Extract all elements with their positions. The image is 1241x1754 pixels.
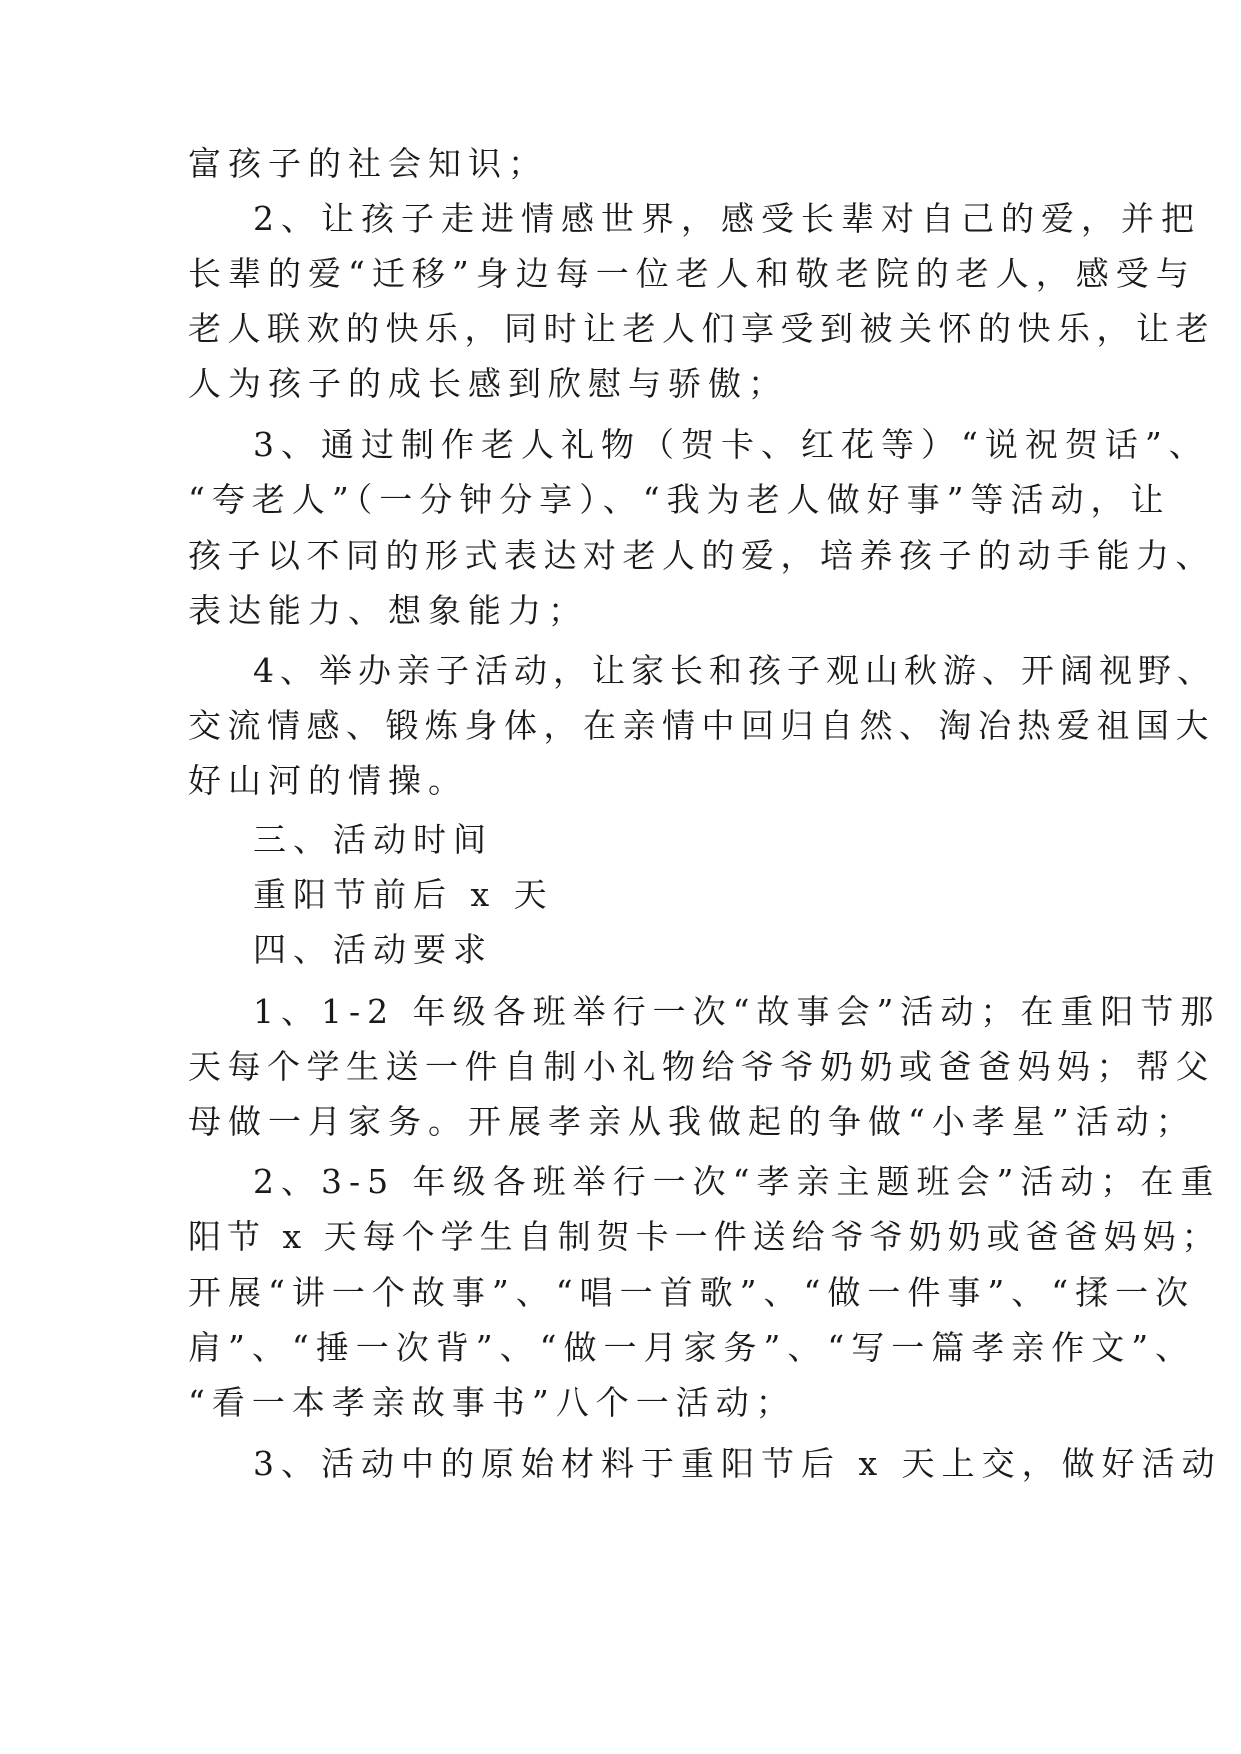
text-line: 交流情感、锻炼身体，在亲情中回归自然、淘冶热爱祖国大: [188, 706, 1215, 745]
text-line: 老人联欢的快乐，同时让老人们享受到被关怀的快乐，让老: [188, 309, 1215, 348]
section-heading: 三、活动时间: [253, 820, 493, 859]
text-line: “夸老人”（一分钟分享）、“我为老人做好事”等活动，让: [188, 480, 1171, 519]
text-line: 母做一月家务。开展孝亲从我做起的争做“小孝星”活动；: [188, 1102, 1196, 1141]
text-line: 3、活动中的原始材料于重阳节后 x 天上交，做好活动: [253, 1444, 1222, 1483]
text-line: 长辈的爱“迁移”身边每一位老人和敬老院的老人，感受与: [188, 254, 1196, 293]
text-line: 表达能力、想象能力；: [188, 591, 588, 630]
text-line: 3、通过制作老人礼物（贺卡、红花等）“说祝贺话”、: [253, 425, 1209, 464]
text-line: 人为孩子的成长感到欣慰与骄傲；: [188, 364, 788, 403]
text-line: 富孩子的社会知识；: [188, 144, 548, 183]
text-line: 肩”、“捶一次背”、“做一月家务”、“写一篇孝亲作文”、: [188, 1328, 1196, 1367]
text-line: 2、3-5 年级各班举行一次“孝亲主题班会”活动；在重: [253, 1162, 1221, 1201]
text-line: 阳节 x 天每个学生自制贺卡一件送给爷爷奶奶或爸爸妈妈；: [188, 1217, 1221, 1256]
text-line: 开展“讲一个故事”、“唱一首歌”、“做一件事”、“揉一次: [188, 1273, 1196, 1312]
text-line: 孩子以不同的形式表达对老人的爱，培养孩子的动手能力、: [188, 536, 1215, 575]
section-heading: 四、活动要求: [253, 930, 493, 969]
text-line: 2、让孩子走进情感世界，感受长辈对自己的爱，并把: [253, 199, 1201, 238]
text-line: 4、举办亲子活动，让家长和孩子观山秋游、开阔视野、: [253, 651, 1216, 690]
text-line: 好山河的情操。: [188, 761, 468, 800]
text-line: 1、1-2 年级各班举行一次“故事会”活动；在重阳节那: [253, 992, 1221, 1031]
text-line: 重阳节前后 x 天: [253, 875, 554, 914]
text-line: “看一本孝亲故事书”八个一活动；: [188, 1383, 796, 1422]
text-line: 天每个学生送一件自制小礼物给爷爷奶奶或爸爸妈妈；帮父: [188, 1047, 1215, 1086]
